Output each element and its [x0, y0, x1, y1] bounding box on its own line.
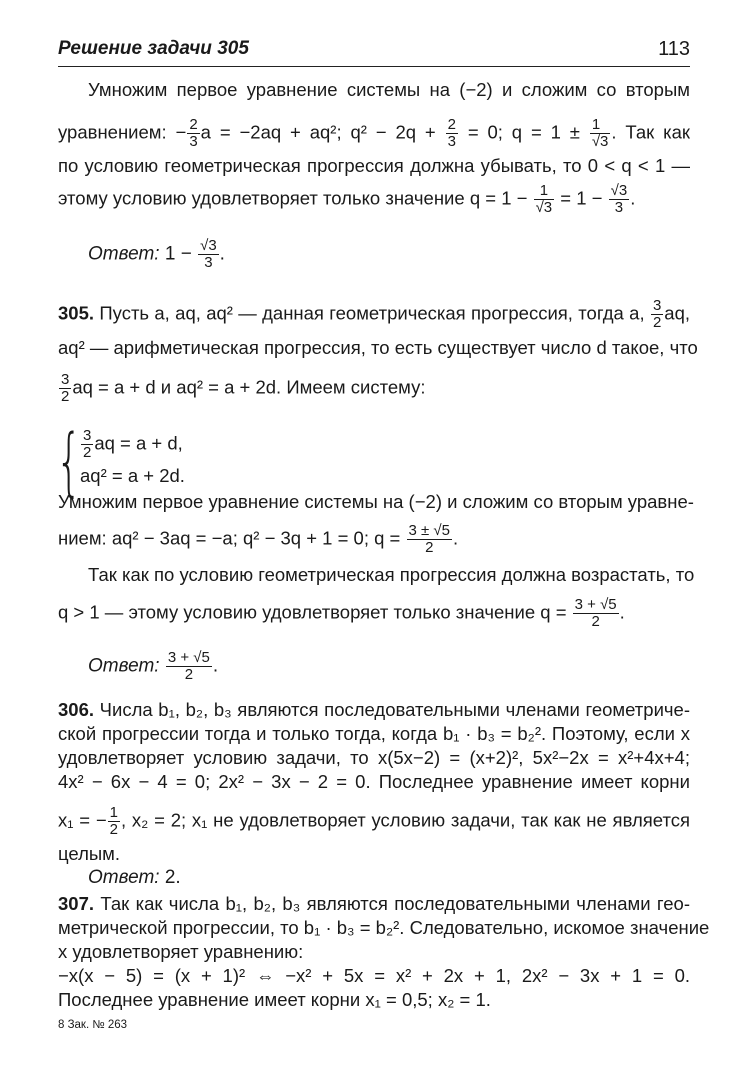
system-eq-1: $\frac{3}{2}$ aq = a + d,: [83, 427, 183, 461]
p305-line-7: q > 1 — этому условию удовлетворяет только значение q = $\frac{3 + √5}{2}$ .: [58, 596, 625, 630]
problem-number: 307.: [58, 893, 95, 914]
answer-label: Ответ:: [88, 243, 160, 265]
answer-label: Ответ:: [88, 867, 160, 888]
p307-line-1: 307. Так как числа b₁, b₂, b₃ являются последовательными членами гео-: [58, 893, 691, 914]
problem-number: 306.: [58, 699, 95, 720]
p305-line-6: Так как по условию геометрическая прогрессия должна возрастать, то: [88, 564, 695, 585]
page-number: 113: [658, 38, 690, 60]
system-eq-2: aq² = a + 2d.: [80, 465, 185, 486]
p307-line-2: метрической прогрессии, то b₁ · b₃ = b₂². Следовательно, искомое значение: [58, 917, 710, 938]
p306-line-6: целым.: [58, 843, 121, 864]
p305-line-4: Умножим первое уравнение системы на (−2) и сложим со вторым уравне-: [58, 491, 694, 512]
p306-line-5: x₁ = − $\frac{1}{2}$ , x₂ = 2; x₁ не удовлетворяет условию задачи, так как не является: [58, 804, 690, 838]
p306-line-3: удовлетворяет условию задачи, то x(5x−2) = (x+2)², 5x²−2x = x²+4x+4;: [58, 747, 690, 768]
prev-line-2: уравнением: − $\frac{2}{3}$ a = −2aq + aq²; q² − 2q + $\frac{2}{3}$ = 0; q = 1 ± $\frac{1}{√3}$ . Так как: [58, 116, 691, 150]
p307-line-4: −x(x − 5) = (x + 1)² ⇔ −x² + 5x = x² + 2x + 1, 2x² − 3x + 1 = 0.: [58, 965, 690, 986]
p307-line-5: Последнее уравнение имеет корни x₁ = 0,5; x₂ = 1.: [58, 989, 491, 1010]
p307-line-3: x удовлетворяет уравнению:: [58, 941, 304, 962]
problem-number: 305.: [58, 302, 95, 324]
footer-signature: 8 Зак. № 263: [58, 1019, 128, 1031]
running-header: [58, 36, 690, 66]
header-title: Решение задачи 305: [58, 38, 249, 59]
p305-line-5: нием: aq² − 3aq = −a; q² − 3q + 1 = 0; q = $\frac{3 \pm √5}{2}$ .: [58, 522, 459, 556]
p305-line-1: 305. Пусть a, aq, aq² — данная геометрическая прогрессия, тогда a, $\frac{3}{2}$ aq,: [58, 297, 690, 331]
prev-line-1: Умножим первое уравнение системы на (−2) и сложим со вторым: [88, 79, 690, 100]
p306-answer: Ответ: 2.: [88, 867, 181, 888]
answer-label: Ответ:: [88, 655, 160, 677]
header-rule: [58, 66, 690, 67]
p305-answer: Ответ: $\frac{3 + √5}{2}$ .: [88, 649, 219, 683]
p305-line-2: aq² — арифметическая прогрессия, то есть существует число d такое, что: [58, 337, 698, 358]
prev-line-4: этому условию удовлетворяет только значение q = 1 − $\frac{1}{√3}$ = 1 − $\frac{√3}{3}$ .: [58, 182, 636, 216]
system-brace: {: [56, 419, 82, 505]
p306-line-1: 306. Числа b₁, b₂, b₃ являются последовательными членами геометриче-: [58, 699, 690, 720]
prev-line-3: по условию геометрическая прогрессия должна убывать, то 0 < q < 1 —: [58, 155, 690, 176]
p306-line-2: ской прогрессии тогда и только тогда, когда b₁ · b₃ = b₂². Поэтому, если x: [58, 723, 690, 744]
p306-line-4: 4x² − 6x − 4 = 0; 2x² − 3x − 2 = 0. Последнее уравнение имеет корни: [58, 771, 690, 792]
p305-line-3: $\frac{3}{2}$ aq = a + d и aq² = a + 2d. Имеем систему:: [61, 371, 426, 405]
prev-answer: Ответ: 1 − $\frac{√3}{3}$ .: [88, 237, 225, 271]
